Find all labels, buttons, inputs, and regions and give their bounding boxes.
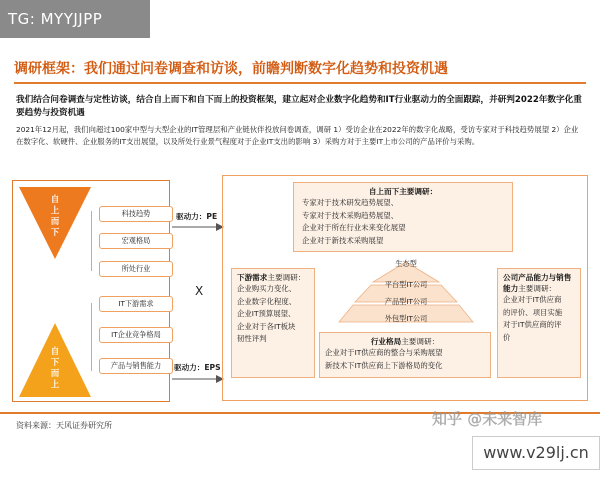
company-line: 的评价、项目实施 xyxy=(503,307,563,317)
source-text: 资料来源：天风证券研究所 xyxy=(16,421,112,430)
pyramid-outsourcing: 外包型IT公司 xyxy=(384,314,428,323)
downstream-title: 下游需求 xyxy=(237,273,268,282)
pill-it-demand: IT下游需求 xyxy=(99,296,173,312)
company-title-rest: 主要调研： xyxy=(518,284,557,293)
industry-line: 新技术下IT供应商上下游格局的变化 xyxy=(325,360,443,370)
arrow-pe-icon xyxy=(172,222,224,232)
pyramid-ecosystem: 生态型 xyxy=(395,259,417,268)
company-line: 企业对于IT供应商 xyxy=(503,295,562,304)
tg-label: TG: MYYJJPP xyxy=(0,0,150,38)
top-down-line: 企业对于所在行业未来变化展望 xyxy=(302,223,406,232)
downstream-line: 企业购买力变化、 xyxy=(237,284,297,293)
pyramid-platform: 平台型IT公司 xyxy=(384,280,428,289)
watermark-text: 知乎 @未来智库 xyxy=(432,410,543,428)
downstream-box xyxy=(231,268,315,378)
title-divider xyxy=(14,82,586,84)
url-watermark: www.v29lj.cn xyxy=(472,436,600,470)
pill-product-sales: 产品与销售能力 xyxy=(99,358,173,374)
top-down-line: 专家对于技术研发趋势展望、 xyxy=(302,198,399,207)
company-title: 公司产品能力与销售能力 xyxy=(503,273,572,293)
downstream-title-rest: 主要调研： xyxy=(267,273,306,282)
industry-box xyxy=(319,332,491,378)
industry-line: 企业对于IT供应商的整合与采购展望 xyxy=(325,348,443,357)
top-down-line: 专家对于技术采购趋势展望、 xyxy=(302,210,399,220)
downstream-line: 企业对于各IT板块 xyxy=(237,321,296,331)
driver-pe: 驱动力：PE xyxy=(176,212,218,221)
arrow-eps-icon xyxy=(172,374,224,384)
pill-tech-trend: 科技趋势 xyxy=(99,206,173,222)
top-down-label: 自上而下 xyxy=(50,195,60,238)
industry-title: 行业格局 xyxy=(370,337,402,346)
pill-it-competition: IT企业竞争格局 xyxy=(99,327,173,343)
description-paragraph: 2021年12月起，我们向超过100家中型与大型企业的IT管理层和产业链伙伴投放问卷调查，调研 1）受访企业在2022年的数字化战略，受访专家对于科技趋势展望 2）企业在数字化、软硬件、企业服务的IT支出展望，以及所处行业景气程度对于企业IT支出的影响 3）采购方对于主要IT上市公司的产品评价与采购。 xyxy=(16,125,579,146)
page-title: 调研框架：我们通过问卷调查和访谈，前瞻判断数字化趋势和投资机遇 xyxy=(14,61,448,77)
downstream-line: 企业数字化程度、 xyxy=(237,296,297,306)
pill-industry: 所处行业 xyxy=(99,261,173,277)
driver-eps: 驱动力：EPS xyxy=(174,363,221,372)
company-line: 价 xyxy=(503,332,511,342)
left-panel xyxy=(12,180,170,402)
right-panel xyxy=(222,175,588,401)
downstream-line: 企业IT预算展望、 xyxy=(237,309,296,318)
pyramid-product: 产品型IT公司 xyxy=(384,297,428,306)
company-box xyxy=(497,268,581,378)
multiply-sign: X xyxy=(195,284,204,298)
connector-top xyxy=(91,211,92,271)
company-line: 对于IT供应商的评 xyxy=(503,320,562,329)
industry-title-rest: 主要调研： xyxy=(401,337,440,346)
top-down-title: 自上而下主要调研： xyxy=(368,187,438,196)
bottom-up-label: 自下而上 xyxy=(50,347,60,390)
downstream-line: 韧性评判 xyxy=(237,334,267,343)
connector-bottom xyxy=(91,303,92,371)
pill-macro: 宏观格局 xyxy=(99,233,173,249)
top-down-box xyxy=(293,182,513,252)
lead-paragraph: 我们结合问卷调查与定性访谈，结合自上而下和自下而上的投资框架，建立起对企业数字化趋势和IT行业驱动力的全面跟踪，并研判2022年数字化重要趋势与投资机遇 xyxy=(16,95,582,118)
top-down-line: 企业对于新技术采购展望 xyxy=(302,235,384,245)
